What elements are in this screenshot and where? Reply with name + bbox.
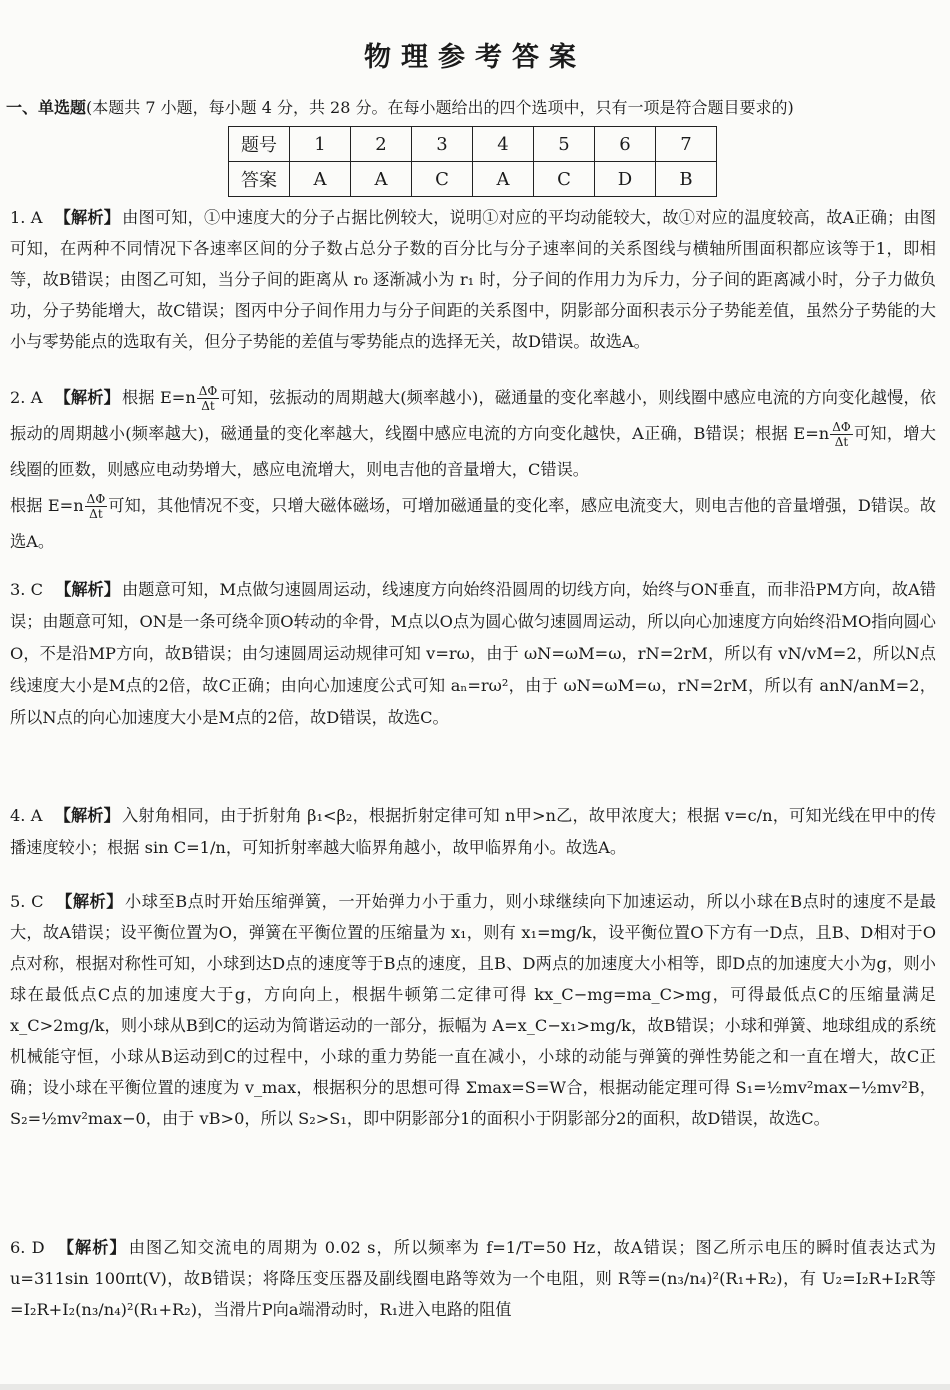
question-number: 4. A <box>10 806 43 825</box>
question-text: 根据 E=n <box>10 496 84 515</box>
analysis-tag: 【解析】 <box>54 208 121 227</box>
question-number: 1. A <box>10 208 43 227</box>
fraction-numerator: ΔΦ <box>198 384 218 398</box>
table-cell: 7 <box>656 127 717 162</box>
analysis-tag: 【解析】 <box>55 580 121 599</box>
fraction-denominator: Δt <box>201 399 215 413</box>
question-5-explanation <box>10 886 936 1134</box>
table-row-answers <box>229 162 717 197</box>
analysis-tag: 【解析】 <box>55 892 124 911</box>
section-label: 一、单选题 <box>6 98 87 117</box>
question-text: 由图可知，①中速度大的分子占据比例较大，说明①对应的平均动能较大，故①对应的温度较高，故A正确；由图可知，在两种不同情况下各速率区间的分子数占总分子数的百分比与分子速率间的关系图线与横轴所围面积都应该等于1，即相等，故B错误；由图乙可知，当分子间的距离从 r₀ 逐渐减小为 r₁ 时，分子间的作用力为斥力，分子间的距离减小时，分子力做负功，分子势能增大，故C错误；图丙中分子间作用力与分子间距的关系图中，阴影部分面积表示分子势能差值，虽然分子势能的大小与零势能点的选取有关，但分子势能的差值与零势能点的选择无关，故D错误。故选A。 <box>10 208 937 351</box>
question-text: 可知，弦振动的周期越大(频率越小)，磁通量的变化率越小，则线圈中感应电流的方向变化越慢，依振动的周期越小(频率越大)，磁通量的变化率越大，线圈中感应电流的方向变化越快，A正确，B错误；根据 E=n <box>10 388 936 443</box>
table-cell: D <box>595 162 656 197</box>
fraction-denominator: Δt <box>834 435 849 449</box>
question-4-explanation <box>10 800 936 864</box>
question-number: 3. C <box>10 580 44 599</box>
question-text: 可知，增大线圈的匝数，则感应电动势增大，感应电流增大，则电吉他的音量增大，C错误。 <box>10 424 936 479</box>
section-note: (本题共 7 小题，每小题 4 分，共 28 分。在每小题给出的四个选项中，只有一项是符合题目要求的) <box>86 98 794 117</box>
table-cell: B <box>656 162 717 197</box>
fraction-numerator: ΔΦ <box>832 420 851 434</box>
question-text: 小球至B点时开始压缩弹簧，一开始弹力小于重力，则小球继续向下加速运动，所以小球在B点时的速度不是最大，故A错误；设平衡位置为O，弹簧在平衡位置的压缩量为 x₁，则有 x₁=mg/k，设平衡位置O下方有一D点，且B、D相对于O点对称，根据对称性可知，小球到达D点的速度等于B点的速度，且B、D两点的加速度大小相等，即D点的加速度大小为g，则小球在最低点C点的加速度大于g，方向向上，根据牛顿第二定律可得 kx_C−mg=ma_C>mg，可得最低点C的压缩量满足 x_C>2mg/k，则小球从B到C的运动为简谐运动的一部分，振幅为 A=x_C−x₁>mg/k，故B错误；小球和弹簧、地球组成的系统机械能守恒，小球从B运动到C的过程中，小球的重力势能一直在减小，小球的动能与弹簧的弹性势能之和一直在增大，故C正确；设小球在平衡位置的速度为 v_max，根据积分的思想可得 Σmax=S=W合，根据动能定理可得 S₁=½mv²max−½mv²B，S₂=½mv²max−0，由于 vB>0，所以 S₂>S₁，即中阴影部分1的面积小于阴影部分2的面积，故D错误，故选C。 <box>10 892 936 1128</box>
table-header-cell: 答案 <box>229 162 290 197</box>
answer-table <box>228 126 717 197</box>
table-row-numbers <box>229 127 717 162</box>
table-cell: 3 <box>412 127 473 162</box>
question-number: 6. D <box>10 1238 45 1257</box>
question-number: 5. C <box>10 892 44 911</box>
question-1-explanation <box>10 202 936 357</box>
table-cell: 1 <box>290 127 351 162</box>
fraction-denominator: Δt <box>89 507 103 521</box>
section-heading <box>6 96 946 120</box>
question-2-explanation <box>10 380 936 560</box>
table-cell: 5 <box>534 127 595 162</box>
question-3-explanation <box>10 574 936 734</box>
table-cell: A <box>473 162 534 197</box>
question-number: 2. A <box>10 388 43 407</box>
table-cell: C <box>534 162 595 197</box>
page-bottom-edge <box>0 1384 950 1390</box>
table-cell: 6 <box>595 127 656 162</box>
question-text: 由题意可知，M点做匀速圆周运动，线速度方向始终沿圆周的切线方向，始终与ON垂直，而非沿PM方向，故A错误；由题意可知，ON是一条可绕伞顶O转动的伞骨，M点以O点为圆心做匀速圆周运动，所以向心加速度方向始终沿MO指向圆心O，不是沿MP方向，故B错误；由匀速圆周运动规律可知 v=rω，由于 ωN=ωM=ω，rN=2rM，所以有 vN/vM=2，所以N点线速度大小是M点的2倍，故C正确；由向心加速度公式可知 aₙ=rω²，由于 ωN=ωM=ω，rN=2rM，所以有 anN/anM=2，所以N点的向心加速度大小是M点的2倍，故D错误，故选C。 <box>10 580 936 727</box>
analysis-tag: 【解析】 <box>54 388 120 407</box>
page-title: 物理参考答案 <box>364 42 586 73</box>
question-text: 可知，其他情况不变，只增大磁体磁场，可增加磁通量的变化率，感应电流变大，则电吉他的音量增强，D错误。故选A。 <box>10 496 936 551</box>
table-cell: C <box>412 162 473 197</box>
table-cell: 4 <box>473 127 534 162</box>
question-text: 入射角相同，由于折射角 β₁<β₂，根据折射定律可知 n甲>n乙，故甲浓度大；根据 v=c/n，可知光线在甲中的传播速度较小；根据 sin C=1/n，可知折射率越大临界角越小，故甲临界角小。故选A。 <box>10 806 937 857</box>
table-cell: 2 <box>351 127 412 162</box>
table-cell: A <box>351 162 412 197</box>
fraction <box>197 384 220 413</box>
table-cell: A <box>290 162 351 197</box>
table-header-cell: 题号 <box>229 127 290 162</box>
question-6-explanation <box>10 1232 936 1325</box>
fraction <box>85 492 108 521</box>
fraction <box>830 420 853 449</box>
question-text: 根据 E=n <box>121 388 196 407</box>
analysis-tag: 【解析】 <box>54 806 121 825</box>
fraction-numerator: ΔΦ <box>86 492 106 506</box>
analysis-tag: 【解析】 <box>56 1238 127 1257</box>
question-text: 由图乙知交流电的周期为 0.02 s，所以频率为 f=1/T=50 Hz，故A错误；图乙所示电压的瞬时值表达式为 u=311sin 100πt(V)，故B错误；将降压变压器及副线圈电路等效为一个电阻，则 R等=(n₃/n₄)²(R₁+R₂)，有 U₂=I₂R+I₂R等=I₂R+I₂(n₃/n₄)²(R₁+R₂)，当滑片P向a端滑动时，R₁进入电路的阻值 <box>10 1238 936 1319</box>
